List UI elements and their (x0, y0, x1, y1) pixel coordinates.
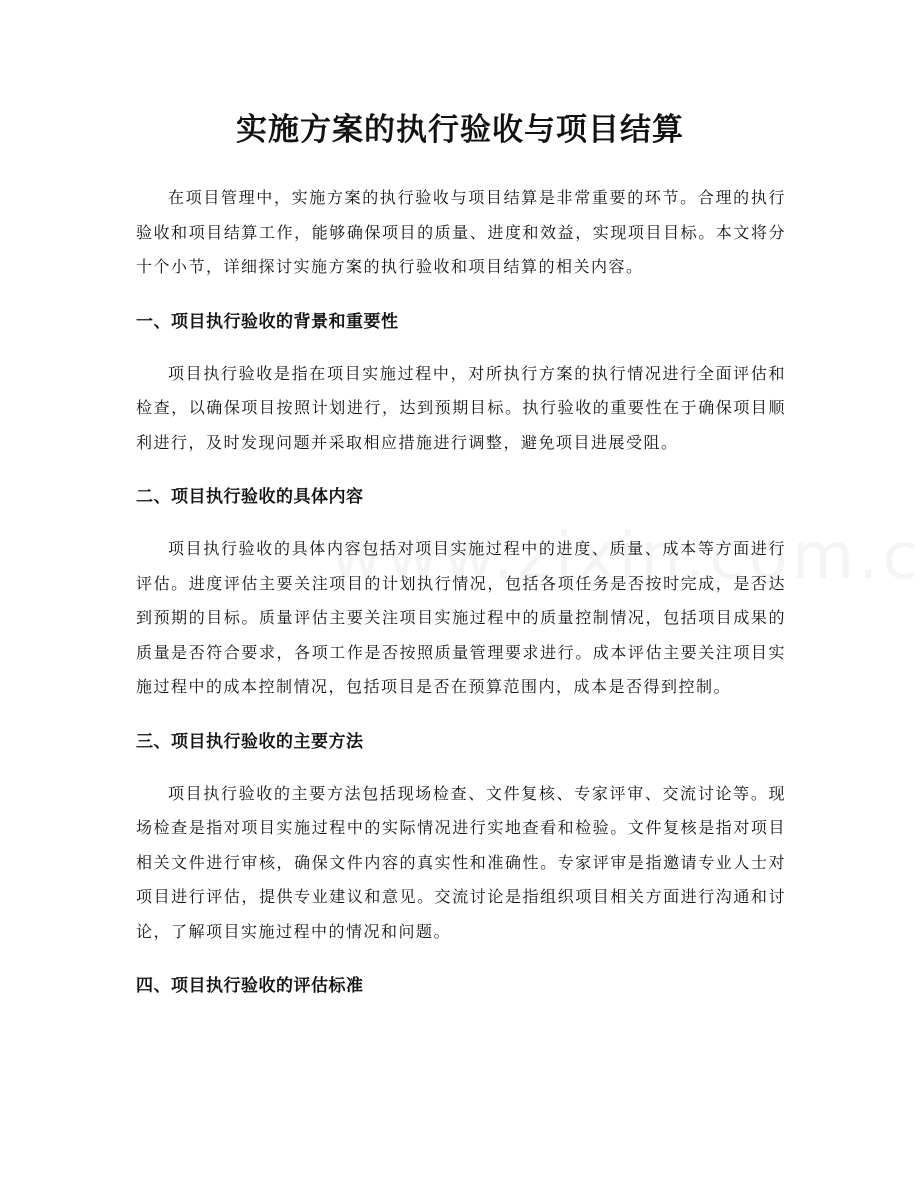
section-heading-3: 三、项目执行验收的主要方法 (136, 731, 364, 752)
document-body (136, 181, 786, 1021)
section-heading-2: 二、项目执行验收的具体内容 (136, 487, 364, 507)
intro-paragraph: 在项目管理中，实施方案的执行验收与项目结算是非常重要的环节。合理的执行验收和项目结算工作，能够确保项目的质量、进度和效益，实现项目目标。本文将分十个小节，详细探讨实施方案的执行验收和项目结算的相关内容。 (136, 188, 786, 276)
document-title: 实施方案的执行验收与项目结算 (236, 112, 684, 148)
section-heading-4: 四、项目执行验收的评估标准 (136, 976, 364, 996)
section-body-2: 项目执行验收的具体内容包括对项目实施过程中的进度、质量、成本等方面进行评估。进度评估主要关注项目的计划执行情况，包括各项任务是否按时完成，是否达到预期的目标。质量评估主要关注项目实施过程中的质量控制情况，包括项目成果的质量是否符合要求，各项工作是否按照质量管理要求进行。成本评估主要关注项目实施过程中的成本控制情况，包括项目是否在预算范围内，成本是否得到控制。 (136, 539, 786, 696)
section-heading-1: 一、项目执行验收的背景和重要性 (136, 311, 399, 332)
section-body-3: 项目执行验收的主要方法包括现场检查、文件复核、专家评审、交流讨论等。现场检查是指对项目实施过程中的实际情况进行实地查看和检验。文件复核是指对项目相关文件进行审核，确保文件内容的真实性和准确性。专家评审是指邀请专业人士对项目进行评估，提供专业建议和意见。交流讨论是指组织项目相关方面进行沟通和讨论，了解项目实施过程中的情况和问题。 (136, 783, 786, 941)
section-body-1: 项目执行验收是指在项目实施过程中，对所执行方案的执行情况进行全面评估和检查，以确保项目按照计划进行，达到预期目标。执行验收的重要性在于确保项目顺利进行，及时发现问题并采取相应措施进行调整，避免项目进展受阻。 (136, 363, 786, 452)
